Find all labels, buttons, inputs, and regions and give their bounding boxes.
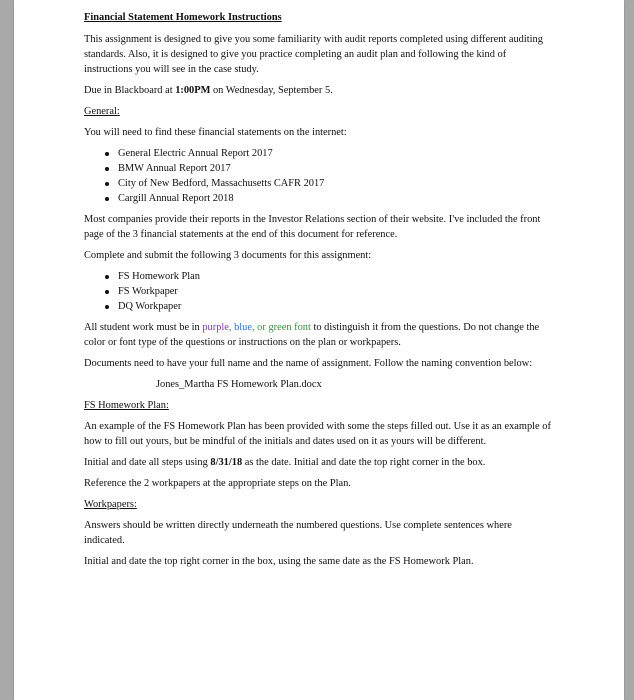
list-item: General Electric Annual Report 2017	[118, 146, 554, 161]
reference-workpapers-text: Reference the 2 workpapers at the appropriate steps on the Plan.	[84, 478, 351, 489]
example-filename: Jones_Martha FS Homework Plan.docx	[156, 379, 322, 390]
purple-word: purple	[202, 322, 229, 333]
blue-word: blue	[234, 322, 252, 333]
due-suffix: on Wednesday, September 5.	[210, 85, 333, 96]
green-word: green font	[268, 322, 311, 333]
initial-date: 8/31/18	[210, 457, 243, 468]
font-rule-prefix: All student work must be in	[84, 322, 203, 333]
initial-prefix: Initial and date all steps using	[84, 457, 211, 468]
answers-paragraph: Answers should be written directly underneath the numbered questions. Use complete sentences where indicated.	[84, 520, 512, 546]
initial-date-paragraph	[84, 455, 554, 470]
submit-documents-text: Complete and submit the following 3 documents for this assignment:	[84, 250, 372, 261]
comma-1: ,	[228, 322, 235, 333]
document-page	[14, 0, 624, 700]
investor-relations-paragraph: Most companies provide their reports in the Investor Relations section of their website. I've included the front page of the 3 financial statements at the end of this document for reference.	[84, 214, 541, 240]
list-item: DQ Workpaper	[118, 299, 554, 314]
list-item: Cargill Annual Report 2018	[118, 191, 554, 206]
statements-list	[84, 146, 554, 206]
document-title: Financial Statement Homework Instructions	[84, 12, 282, 23]
comma-2: , or	[251, 322, 269, 333]
list-item: FS Homework Plan	[118, 269, 554, 284]
documents-list	[84, 269, 554, 314]
list-item: City of New Bedford, Massachusetts CAFR 2017	[118, 176, 554, 191]
plan-heading: FS Homework Plan:	[84, 400, 169, 411]
workpapers-heading: Workpapers:	[84, 499, 137, 510]
document-content	[84, 10, 554, 575]
general-heading: General:	[84, 106, 120, 117]
due-prefix: Due in Blackboard at	[84, 85, 176, 96]
find-statements-text: You will need to find these financial statements on the internet:	[84, 127, 347, 138]
naming-convention-paragraph: Documents need to have your full name and the name of assignment. Follow the naming convention below:	[84, 358, 533, 369]
due-time: 1:00PM	[175, 85, 211, 96]
plan-example-paragraph: An example of the FS Homework Plan has been provided with some the steps filled out. Use it as an example of how to fill out yours, but be mindful of the initials and dates used on it as yours will be different.	[84, 421, 551, 447]
font-rule-suffix: to distinguish it from the questions. Do not change the color or font type of the questions or instructions on the plan or workpapers.	[84, 322, 540, 348]
workpapers-initial-text: Initial and date the top right corner in the box, using the same date as the FS Homework Plan.	[84, 556, 474, 567]
due-date-paragraph	[84, 83, 554, 98]
font-color-rule-paragraph	[84, 320, 554, 350]
list-item: FS Workpaper	[118, 284, 554, 299]
initial-suffix: as the date. Initial and date the top right corner in the box.	[242, 457, 486, 468]
list-item: BMW Annual Report 2017	[118, 161, 554, 176]
intro-paragraph: This assignment is designed to give you some familiarity with audit reports completed using different auditing standards. Also, it is designed to give you practice completing an audit plan and following the kind of instructions you will see in the case study.	[84, 34, 543, 75]
